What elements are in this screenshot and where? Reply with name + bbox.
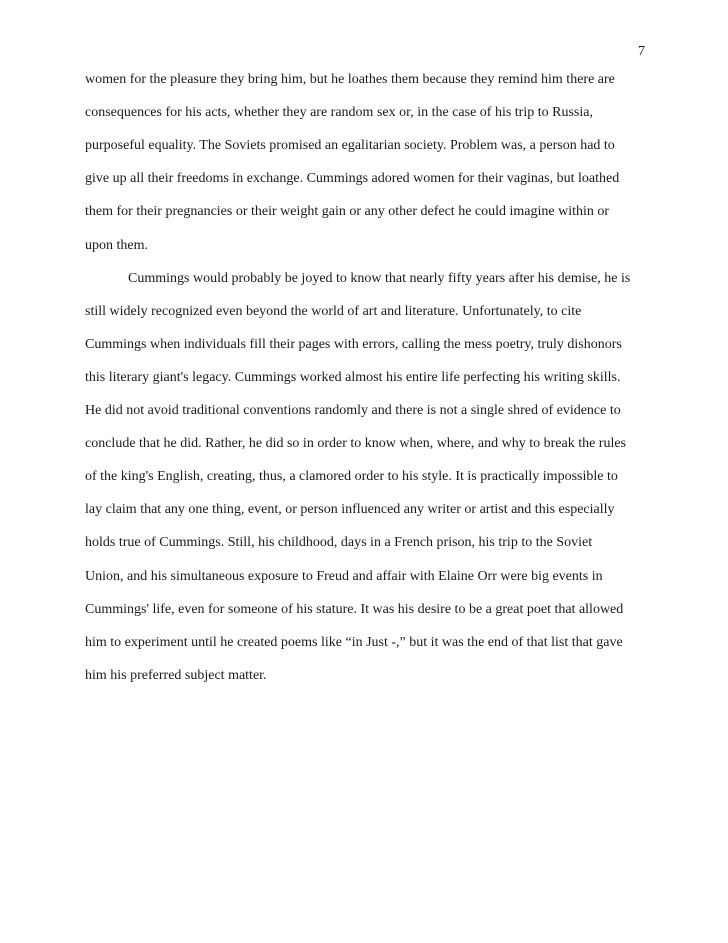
text-line: him his preferred subject matter. (85, 667, 267, 683)
text-line: still widely recognized even beyond the world of art and literature. Unfortunately, to cite (85, 303, 582, 319)
text-line: Cummings' life, even for someone of his stature. It was his desire to be a great poet that allowed (85, 601, 624, 617)
text-line: holds true of Cummings. Still, his childhood, days in a French prison, his trip to the Soviet (85, 535, 593, 551)
text-line: lay claim that any one thing, event, or person influenced any writer or artist and this especially (85, 502, 615, 518)
text-line: them for their pregnancies or their weight gain or any other defect he could imagine within or (85, 204, 610, 220)
text-line: him to experiment until he created poems like “in Just -,” but it was the end of that list that gave (85, 634, 623, 650)
text-line: conclude that he did. Rather, he did so in order to know when, where, and why to break the rules (85, 436, 627, 452)
text-line: Union, and his simultaneous exposure to Freud and affair with Elaine Orr were big events in (85, 568, 603, 584)
text-line: of the king's English, creating, thus, a clamored order to his style. It is practically impossible to (85, 469, 618, 485)
text-line: purposeful equality. The Soviets promised an egalitarian society. Problem was, a person had to (85, 138, 615, 154)
text-line: He did not avoid traditional conventions randomly and there is not a single shred of evidence to (85, 403, 621, 418)
text-line: consequences for his acts, whether they are random sex or, in the case of his trip to Russia, (85, 105, 593, 121)
text-line: women for the pleasure they bring him, but he loathes them because they remind him there are (85, 72, 615, 87)
text-line: Cummings when individuals fill their pages with errors, calling the mess poetry, truly dishonors (85, 336, 622, 352)
text-line: this literary giant's legacy. Cummings worked almost his entire life perfecting his writing skills. (85, 369, 621, 385)
text-line: upon them. (85, 237, 148, 253)
text-line: give up all their freedoms in exchange. Cummings adored women for their vaginas, but loathed (85, 171, 620, 187)
page-number: 7 (638, 44, 645, 59)
text-line: Cummings would probably be joyed to know that nearly fifty years after his demise, he is (128, 270, 631, 286)
